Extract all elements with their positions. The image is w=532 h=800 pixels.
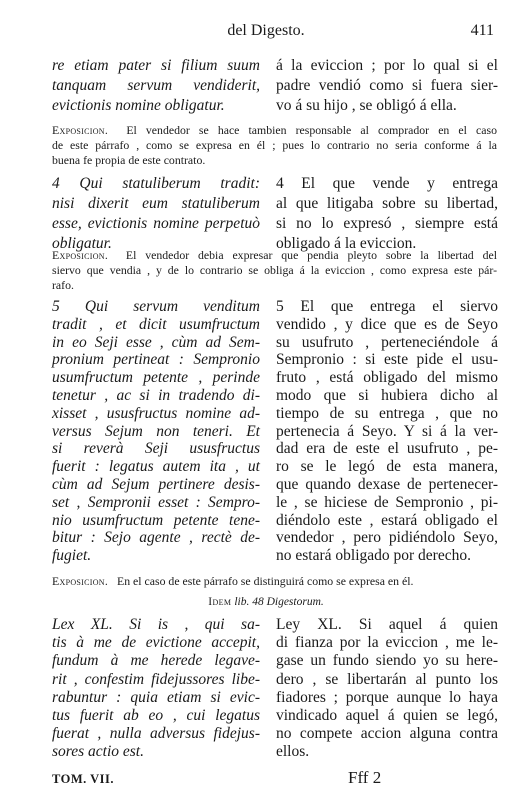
spanish-line: padre vendió como si fuera sier- <box>276 77 498 94</box>
page-footer <box>52 768 497 792</box>
spanish-line: fruto , está obligado del mismo <box>276 369 498 387</box>
exposition-label: Exposicion. <box>52 248 109 262</box>
spanish-line: vendido , y dice que es de Seyo <box>276 315 498 333</box>
spanish-line: al que litigaba sobre su libertad, <box>276 195 498 212</box>
latin-line: fugiet. <box>52 547 92 565</box>
latin-line: bitur : Sejo agente , rectè de- <box>52 529 260 547</box>
exposition-line: En el caso de este párrafo se distinguirá como se expresa en él. <box>117 574 414 588</box>
spanish-line: no compete accion alguna contra <box>276 725 498 743</box>
spanish-line: ro se le legó de esta manera, <box>276 458 498 476</box>
latin-line: in eo Seji esse , cùm ad Sem- <box>52 333 260 351</box>
idem-source: lib. 48 Digestorum. <box>234 596 324 608</box>
exposition-line: El vendedor debia expresar que pendia pleyto sobre la libertad del <box>125 248 497 262</box>
spanish-line: vindicado aquel á quien se legó, <box>276 707 498 725</box>
spanish-line: diéndolo este , estará obligado el <box>276 511 498 529</box>
spanish-column <box>276 56 498 116</box>
spanish-column <box>276 298 498 565</box>
spanish-line: 4 El que vende y entrega <box>276 175 498 192</box>
spanish-line: no estará obligado por derecho. <box>276 547 471 565</box>
latin-line: nio usumfructum petente tene- <box>52 511 260 529</box>
latin-line: tradit , et dicit usumfructum <box>52 315 260 333</box>
signature-mark: Fff 2 <box>348 768 382 787</box>
latin-line: fuerat , nulla adversus fidejus- <box>52 725 260 743</box>
spanish-line: dero , se libertarán al punto los <box>276 670 498 688</box>
page-number: 411 <box>470 22 494 39</box>
spanish-line: vo á su hijo , se obligó á ella. <box>276 97 457 114</box>
latin-line: versus Sejum non teneri. Et <box>52 422 260 440</box>
spanish-line: dad era de este el usufruto , pe- <box>276 440 498 458</box>
latin-line: esse, evictionis nomine perpetuò <box>52 215 260 232</box>
exposition-label: Exposicion. <box>52 574 109 588</box>
spanish-line: tiempo de su entrega , que no <box>276 404 498 422</box>
exposition-line: buena fe propia de este contrato. <box>52 153 206 167</box>
exposition-note <box>52 574 497 589</box>
exposition-note <box>52 248 497 293</box>
exposition-line: rafo. <box>52 278 74 292</box>
latin-line: tis à me de evictione accepit, <box>52 634 260 652</box>
block-3-columns <box>52 56 497 120</box>
latin-line: tenetur , ac si in tradendo di- <box>52 386 260 404</box>
latin-line: pronium pertineat : Sempronio <box>52 351 260 369</box>
spanish-line: pertenecia á Seyo. Y si á la ver- <box>276 422 498 440</box>
running-header <box>0 20 532 44</box>
latin-line: re etiam pater si filium suum <box>52 57 260 74</box>
latin-line: tanquam servum vendiderit, <box>52 77 260 94</box>
spanish-line: obligado á la eviccion. <box>276 235 417 252</box>
idem-label: Idem <box>208 596 232 608</box>
spanish-line: que quando dexase de pertenecer- <box>276 475 498 493</box>
running-title: del Digesto. <box>227 22 305 39</box>
spanish-line: Ley XL. Si aquel á quien <box>276 616 498 633</box>
spanish-line: di fianza por la eviccion , me le- <box>276 634 498 652</box>
latin-line: Lex XL. Si is , qui sa- <box>52 616 260 633</box>
latin-line: xisset , ususfructus nomine ad- <box>52 404 260 422</box>
latin-line: obligatur. <box>52 235 112 252</box>
exposition-note <box>52 123 497 168</box>
tome-label: TOM. VII. <box>52 772 115 786</box>
lex-40-columns <box>52 616 497 762</box>
spanish-line: 5 El que entrega el siervo <box>276 298 498 315</box>
spanish-line: le , se hiciese de Sempronio , pi- <box>276 493 498 511</box>
spanish-column <box>276 174 498 254</box>
source-attribution <box>0 596 532 608</box>
block-4-columns <box>52 174 497 254</box>
latin-line: evictionis nomine obligatur. <box>52 97 225 114</box>
spanish-line: fiadores ; porque aunque lo haya <box>276 688 498 706</box>
latin-line: fundum à me herede legave- <box>52 652 260 670</box>
latin-line: si reverà Seji ususfructus <box>52 440 260 458</box>
latin-line: rabuntur : quia etiam si evic- <box>52 688 260 706</box>
exposition-label: Exposicion. <box>52 123 109 137</box>
exposition-line: siervo que vendia , y de lo contrario se obliga á la eviccion , como expresa este pár- <box>52 263 497 277</box>
latin-line: fuerit : legatus autem ita , ut <box>52 458 260 476</box>
spanish-line: Sempronio : si este pide el usu- <box>276 351 498 369</box>
latin-line: cùm ad Sejum pertinere desis- <box>52 475 260 493</box>
spanish-line: si no lo expresó , siempre está <box>276 215 498 232</box>
latin-line: rit , confestim fidejussores libe- <box>52 670 260 688</box>
latin-column <box>52 174 260 254</box>
spanish-line: gase un fundo siendo yo su here- <box>276 652 498 670</box>
latin-line: nisi dixerit eum statuliberum <box>52 195 260 212</box>
spanish-line: su usufruto , perteneciéndole á <box>276 333 498 351</box>
latin-line: 5 Qui servum venditum <box>52 298 260 315</box>
latin-line: usumfructum petente , perinde <box>52 369 260 387</box>
spanish-line: á la eviccion ; por lo qual si el <box>276 57 498 74</box>
latin-line: tus fuerit ab eo , cui legatus <box>52 707 260 725</box>
spanish-line: vendedor , pero pidiéndolo Seyo, <box>276 529 498 547</box>
latin-column <box>52 56 260 116</box>
latin-line: sores actio est. <box>52 743 144 761</box>
latin-column <box>52 616 260 762</box>
spanish-line: modo que si hubiera dicho al <box>276 386 498 404</box>
latin-line: 4 Qui statuliberum tradit: <box>52 175 260 192</box>
exposition-line: de este párrafo , como se expresa en él ; pues lo contrario no seria conforme á la <box>52 138 497 152</box>
block-5-columns <box>52 298 497 570</box>
latin-line: set , Sempronii esset : Sempro- <box>52 493 260 511</box>
spanish-column <box>276 616 498 762</box>
spanish-line: ellos. <box>276 743 310 761</box>
exposition-line: El vendedor se hace tambien responsable al comprador en el caso <box>126 123 497 137</box>
latin-column <box>52 298 260 565</box>
